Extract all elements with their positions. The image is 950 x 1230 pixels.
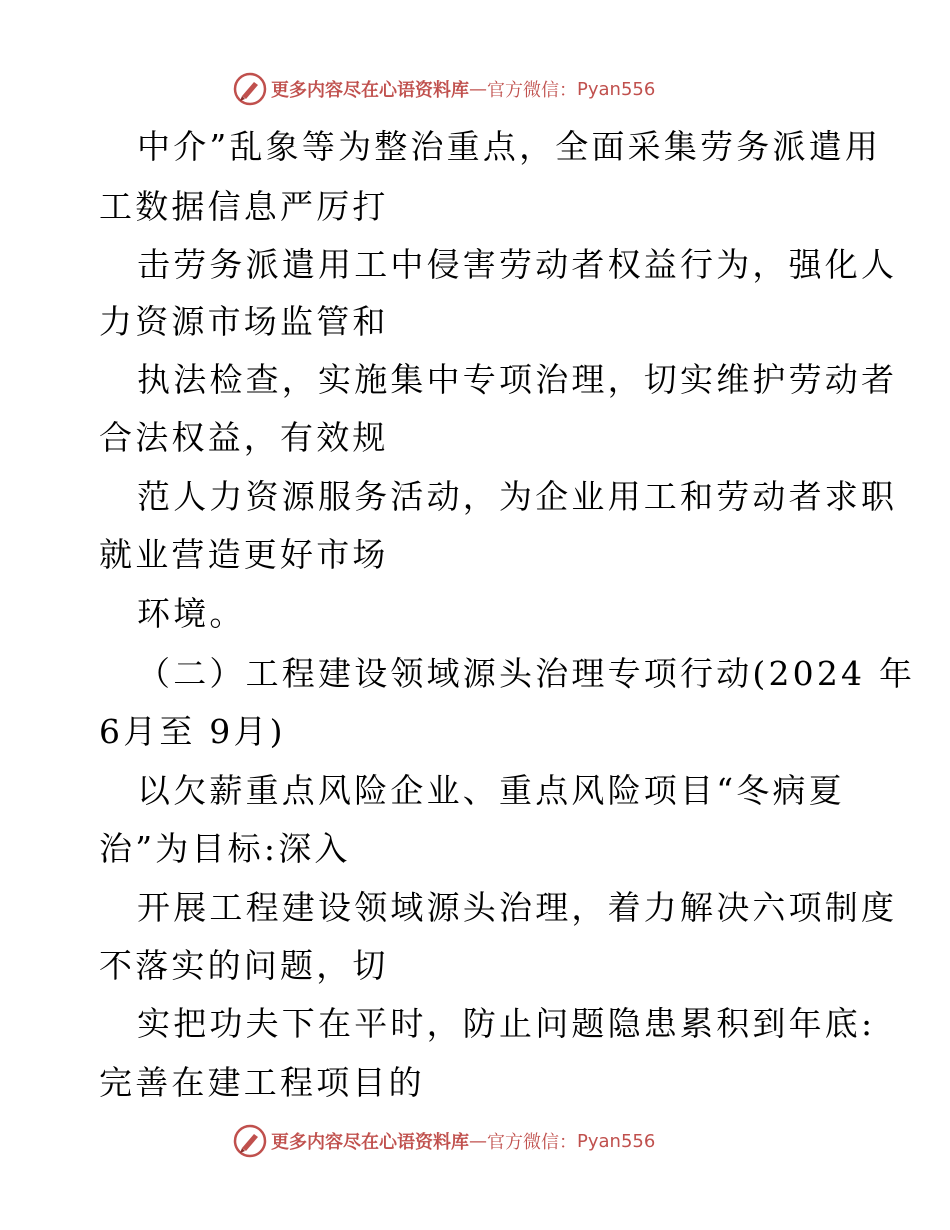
text-line: 就业营造更好市场 (99, 535, 389, 574)
pen-logo-icon (233, 72, 267, 106)
text-line: 中介”乱象等为整治重点，全面采集劳务派遣用 (137, 127, 882, 166)
text-line: 完善在建工程项目的 (99, 1063, 425, 1102)
text-line: 范人力资源服务活动，为企业用工和劳动者求职 (137, 477, 898, 516)
text-line: 力资源市场监管和 (99, 302, 389, 341)
watermark-wechat-label: 官方微信： (487, 1132, 577, 1153)
watermark-dash: — (469, 78, 487, 100)
text-line: 治”为目标:深入 (99, 829, 351, 868)
text-line: 工数据信息严厉打 (99, 187, 389, 226)
watermark-text: 更多内容尽在心语资料库 (271, 1132, 469, 1153)
text-line: 合法权益，有效规 (99, 418, 389, 457)
watermark-wechat-id: Pyan556 (577, 78, 656, 100)
text-line: 以欠薪重点风险企业、重点风险项目“冬病夏 (137, 771, 845, 810)
section-heading: （二）工程建设领域源头治理专项行动(2024 年 (137, 654, 916, 693)
text-line: 不落实的问题，切 (99, 946, 389, 985)
watermark-wechat-label: 官方微信： (487, 80, 577, 101)
watermark-wechat-id: Pyan556 (577, 1130, 656, 1152)
header-watermark (233, 71, 655, 107)
text-line: 环境。 (137, 594, 246, 633)
text-line: 击劳务派遣用工中侵害劳动者权益行为，强化人 (137, 245, 898, 284)
footer-watermark (233, 1123, 655, 1159)
text-line: 开展工程建设领域源头治理，着力解决六项制度 (137, 888, 898, 927)
pen-logo-icon (233, 1124, 267, 1158)
watermark-text: 更多内容尽在心语资料库 (271, 80, 469, 101)
text-line: 实把功夫下在平时，防止问题隐患累积到年底: (137, 1004, 876, 1043)
section-heading-continuation: 6月至 9月) (99, 712, 286, 751)
watermark-dash: — (469, 1130, 487, 1152)
text-line: 执法检查，实施集中专项治理，切实维护劳动者 (137, 360, 898, 399)
